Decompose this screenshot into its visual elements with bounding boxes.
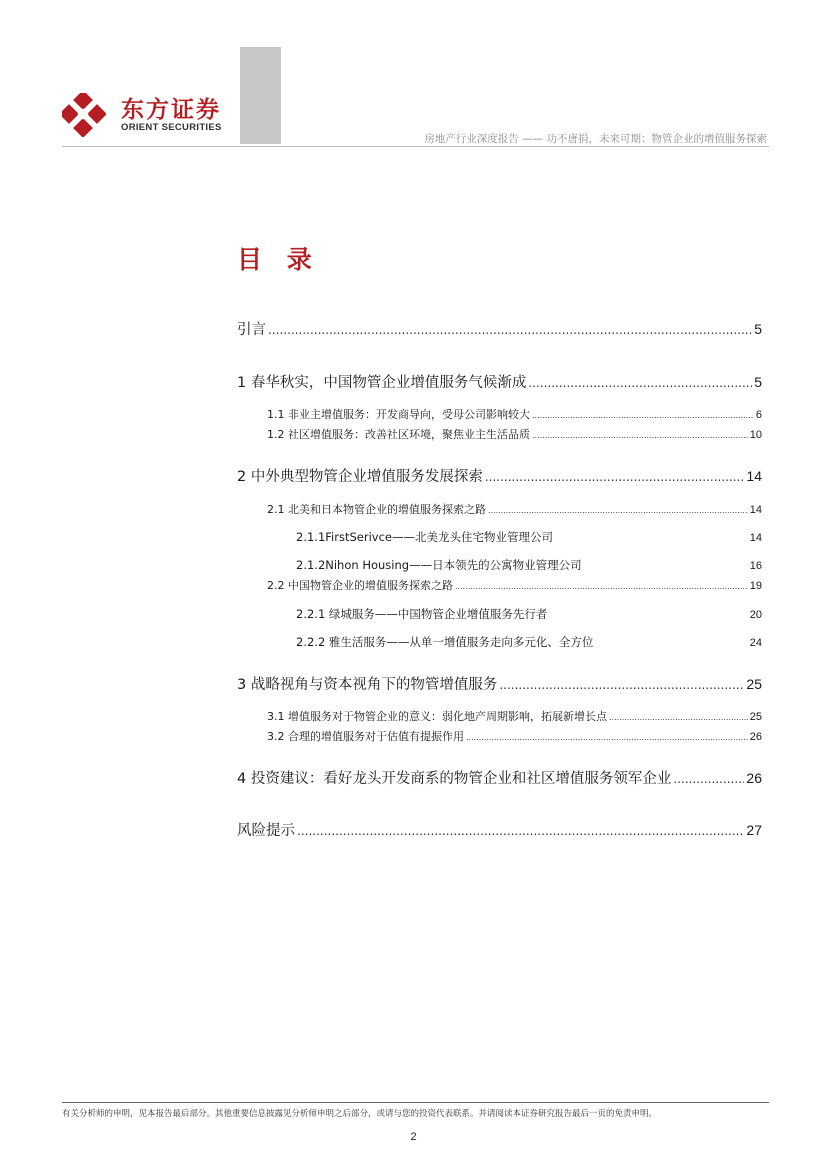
header-gray-block [240,47,281,144]
toc-entry-section-3-1[interactable] [267,708,762,724]
toc-entry-page: 16 [749,560,762,572]
toc-entry-page: 24 [749,637,762,649]
toc-entry-page: 19 [749,580,762,592]
toc-entry-text: 3 战略视角与资本视角下的物管增值服务 [237,677,498,693]
footer-divider [62,1102,769,1103]
toc-leader-dots [673,772,744,786]
footer-disclaimer: 有关分析师的申明，见本报告最后部分。其他重要信息披露见分析师申明之后部分，或请与您的投资代表联系。并请阅读本证券研究报告最后一页的免责申明。 [62,1109,658,1119]
toc-entry-page: 25 [746,676,762,692]
toc-entry-page: 25 [749,711,762,723]
logo-english-name: ORIENT SECURITIES [121,122,222,133]
orient-securities-logo-icon [62,93,106,137]
toc-entry-text: 4 投资建议：看好龙头开发商系的物管企业和社区增值服务领军企业 [237,771,672,787]
toc-entry-page: 5 [754,374,762,390]
toc-entry-text: 2.1.1FirstSerivce——北美龙头住宅物业管理公司 [296,530,553,544]
toc-leader-dots [528,376,752,390]
toc-entry-section-4[interactable] [237,767,762,788]
toc-entry-text: 2.2.2 雅生活服务——从单一增值服务走向多元化、全方位 [296,635,594,649]
toc-entry-page: 26 [749,731,762,743]
toc-entry-page: 6 [755,409,762,421]
toc-entry-section-1-2[interactable] [267,426,762,442]
toc-leader-dots [499,678,744,692]
toc-leader-dots [268,323,752,337]
toc-entry-text: 2 中外典型物管企业增值服务发展探索 [237,469,483,485]
toc-entry-text: 2.2 中国物管企业的增值服务探索之路 [267,579,453,592]
toc-entry-risk[interactable] [237,819,762,840]
toc-entry-page: 20 [749,609,762,621]
toc-leader-dots [455,582,748,591]
report-header-title: 房地产行业深度报告 —— 功不唐捐，未来可期：物管企业的增值服务探索 [424,133,767,145]
toc-entry-text: 3.2 合理的增值服务对于估值有提振作用 [267,730,464,743]
toc-leader-dots [466,733,748,742]
toc-entry-section-2-1[interactable] [267,501,762,517]
toc-entry-text: 1.2 社区增值服务：改善社区环境，聚焦业主生活品质 [267,428,530,441]
toc-entry-page: 14 [749,504,762,516]
toc-entry-page: 14 [746,468,762,484]
toc-entry-text: 1.1 非业主增值服务：开发商导向，受母公司影响较大 [267,408,530,421]
toc-entry-page: 26 [746,770,762,786]
toc-title: 目 录 [237,245,320,274]
toc-entry-text: 风险提示 [237,823,295,839]
toc-leader-dots [532,431,748,440]
toc-entry-section-2-2[interactable] [267,577,762,593]
toc-entry-page: 27 [746,822,762,838]
toc-leader-dots [488,506,748,515]
toc-entry-intro[interactable] [237,318,762,339]
toc-entry-section-2-2-1[interactable] [296,606,762,622]
logo-chinese-name: 东方证券 [121,97,221,123]
toc-entry-section-1[interactable] [237,371,762,392]
toc-entry-section-2[interactable] [237,465,762,486]
toc-entry-section-2-1-1[interactable] [296,529,762,545]
toc-leader-dots [297,824,744,838]
toc-entry-text: 3.1 增值服务对于物管企业的意义：弱化地产周期影响，拓展新增长点 [267,710,607,723]
toc-entry-section-1-1[interactable] [267,406,762,422]
toc-entry-section-3-2[interactable] [267,728,762,744]
toc-entry-text: 2.1.2Nihon Housing——日本领先的公寓物业管理公司 [296,558,582,572]
toc-entry-page: 14 [749,532,762,544]
toc-leader-dots [532,411,754,420]
toc-entry-section-3[interactable] [237,673,762,694]
toc-entry-page: 5 [754,321,762,337]
page-number: 2 [410,1131,417,1143]
toc-entry-section-2-2-2[interactable] [296,634,762,650]
toc-entry-section-2-1-2[interactable] [296,557,762,573]
toc-entry-text: 2.2.1 绿城服务——中国物管企业增值服务先行者 [296,607,548,621]
toc-leader-dots [609,713,748,722]
toc-entry-page: 10 [749,429,762,441]
toc-entry-text: 引言 [237,322,266,338]
toc-entry-text: 2.1 北美和日本物管企业的增值服务探索之路 [267,503,486,516]
toc-entry-text: 1 春华秋实，中国物管企业增值服务气候渐成 [237,375,527,391]
header-divider [62,146,769,147]
toc-leader-dots [485,470,745,484]
